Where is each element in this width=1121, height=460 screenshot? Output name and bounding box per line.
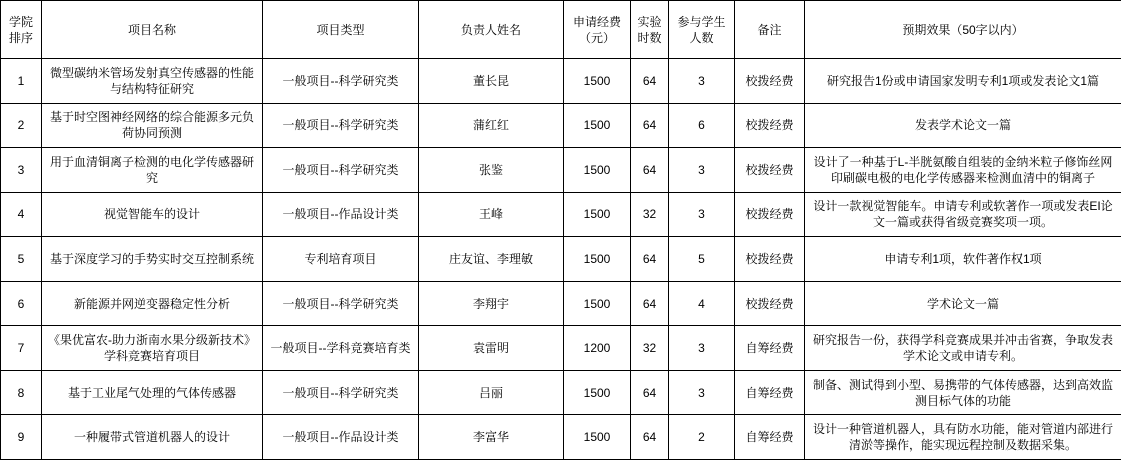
cell-college-rank: 2: [1, 103, 42, 148]
cell-funding: 1500: [564, 415, 631, 460]
cell-project-type: 专利培育项目: [263, 237, 419, 282]
header-experiment-hours: 实验时数: [631, 1, 669, 59]
cell-experiment-hours: 64: [631, 370, 669, 415]
cell-funding: 1500: [564, 148, 631, 193]
cell-expected-results: 制备、测试得到小型、易携带的气体传感器，达到高效监测目标气体的功能: [805, 370, 1121, 415]
table-row: [1, 415, 1121, 460]
cell-funding: 1200: [564, 326, 631, 371]
cell-expected-results: 研究报告一份，获得学科竞赛成果并冲击省赛，争取发表学术论文或申请专利。: [805, 326, 1121, 371]
cell-expected-results: 申请专利1项，软件著作权1项: [805, 237, 1121, 282]
cell-funding: 1500: [564, 370, 631, 415]
cell-experiment-hours: 64: [631, 281, 669, 326]
cell-remark: 校拨经费: [735, 281, 805, 326]
cell-project-type: 一般项目--科学研究类: [263, 281, 419, 326]
cell-leader-name: 王峰: [419, 192, 564, 237]
header-student-count: 参与学生人数: [669, 1, 735, 59]
cell-project-name: 用于血清铜离子检测的电化学传感器研究: [42, 148, 263, 193]
cell-project-name: 一种履带式管道机器人的设计: [42, 415, 263, 460]
cell-college-rank: 9: [1, 415, 42, 460]
header-project-name: 项目名称: [42, 1, 263, 59]
cell-experiment-hours: 64: [631, 148, 669, 193]
cell-college-rank: 6: [1, 281, 42, 326]
header-remark: 备注: [735, 1, 805, 59]
cell-expected-results: 发表学术论文一篇: [805, 103, 1121, 148]
table-row: [1, 103, 1121, 148]
header-project-type: 项目类型: [263, 1, 419, 59]
cell-funding: 1500: [564, 103, 631, 148]
table-row: [1, 192, 1121, 237]
cell-project-name: 基于时空图神经网络的综合能源多元负荷协同预测: [42, 103, 263, 148]
cell-funding: 1500: [564, 59, 631, 104]
table-row: [1, 326, 1121, 371]
cell-student-count: 4: [669, 281, 735, 326]
table-row: [1, 59, 1121, 104]
cell-project-name: 基于深度学习的手势实时交互控制系统: [42, 237, 263, 282]
cell-remark: 自筹经费: [735, 415, 805, 460]
table-row: [1, 148, 1121, 193]
cell-project-type: 一般项目--科学研究类: [263, 148, 419, 193]
cell-project-name: 微型碳纳米管场发射真空传感器的性能与结构特征研究: [42, 59, 263, 104]
cell-project-type: 一般项目--作品设计类: [263, 192, 419, 237]
cell-expected-results: 学术论文一篇: [805, 281, 1121, 326]
cell-student-count: 2: [669, 415, 735, 460]
cell-remark: 自筹经费: [735, 326, 805, 371]
cell-project-type: 一般项目--科学研究类: [263, 103, 419, 148]
cell-expected-results: 设计一种管道机器人，具有防水功能，能对管道内部进行清淤等操作，能实现远程控制及数据采集。: [805, 415, 1121, 460]
cell-project-type: 一般项目--作品设计类: [263, 415, 419, 460]
cell-remark: 校拨经费: [735, 148, 805, 193]
cell-project-type: 一般项目--科学研究类: [263, 370, 419, 415]
cell-college-rank: 1: [1, 59, 42, 104]
cell-college-rank: 8: [1, 370, 42, 415]
cell-project-name: 视觉智能车的设计: [42, 192, 263, 237]
table-row: [1, 281, 1121, 326]
cell-expected-results: 设计一款视觉智能车。申请专利或软著作一项或发表EI论文一篇或获得省级竞赛奖项一项。: [805, 192, 1121, 237]
header-row: [1, 1, 1121, 59]
cell-remark: 校拨经费: [735, 103, 805, 148]
cell-student-count: 6: [669, 103, 735, 148]
cell-leader-name: 袁雷明: [419, 326, 564, 371]
cell-leader-name: 李翔宇: [419, 281, 564, 326]
cell-student-count: 3: [669, 148, 735, 193]
header-funding: 申请经费（元）: [564, 1, 631, 59]
table-row: [1, 370, 1121, 415]
cell-leader-name: 张鉴: [419, 148, 564, 193]
cell-leader-name: 李富华: [419, 415, 564, 460]
cell-experiment-hours: 64: [631, 237, 669, 282]
cell-leader-name: 董长昆: [419, 59, 564, 104]
cell-leader-name: 吕丽: [419, 370, 564, 415]
cell-leader-name: 庄友谊、李理敏: [419, 237, 564, 282]
header-leader-name: 负责人姓名: [419, 1, 564, 59]
cell-college-rank: 7: [1, 326, 42, 371]
cell-project-name: 基于工业尾气处理的气体传感器: [42, 370, 263, 415]
cell-expected-results: 设计了一种基于L-半胱氨酸自组装的金纳米粒子修饰丝网印刷碳电极的电化学传感器来检测血清中的铜离子: [805, 148, 1121, 193]
cell-project-name: 《果优富农-助力浙南水果分级新技术》学科竞赛培育项目: [42, 326, 263, 371]
cell-student-count: 3: [669, 59, 735, 104]
cell-college-rank: 3: [1, 148, 42, 193]
cell-remark: 校拨经费: [735, 192, 805, 237]
cell-leader-name: 蒲红红: [419, 103, 564, 148]
cell-remark: 自筹经费: [735, 370, 805, 415]
cell-experiment-hours: 32: [631, 326, 669, 371]
cell-remark: 校拨经费: [735, 237, 805, 282]
cell-project-name: 新能源并网逆变器稳定性分析: [42, 281, 263, 326]
cell-project-type: 一般项目--科学研究类: [263, 59, 419, 104]
cell-college-rank: 4: [1, 192, 42, 237]
cell-student-count: 3: [669, 370, 735, 415]
cell-remark: 校拨经费: [735, 59, 805, 104]
cell-funding: 1500: [564, 281, 631, 326]
cell-student-count: 3: [669, 326, 735, 371]
table-body: [1, 59, 1121, 460]
cell-college-rank: 5: [1, 237, 42, 282]
header-college-rank: 学院排序: [1, 1, 42, 59]
cell-experiment-hours: 32: [631, 192, 669, 237]
cell-expected-results: 研究报告1份或申请国家发明专利1项或发表论文1篇: [805, 59, 1121, 104]
cell-experiment-hours: 64: [631, 415, 669, 460]
cell-funding: 1500: [564, 237, 631, 282]
cell-project-type: 一般项目--学科竞赛培育类: [263, 326, 419, 371]
table-row: [1, 237, 1121, 282]
cell-student-count: 3: [669, 192, 735, 237]
cell-experiment-hours: 64: [631, 59, 669, 104]
header-expected-results: 预期效果（50字以内）: [805, 1, 1121, 59]
cell-student-count: 5: [669, 237, 735, 282]
cell-funding: 1500: [564, 192, 631, 237]
cell-experiment-hours: 64: [631, 103, 669, 148]
